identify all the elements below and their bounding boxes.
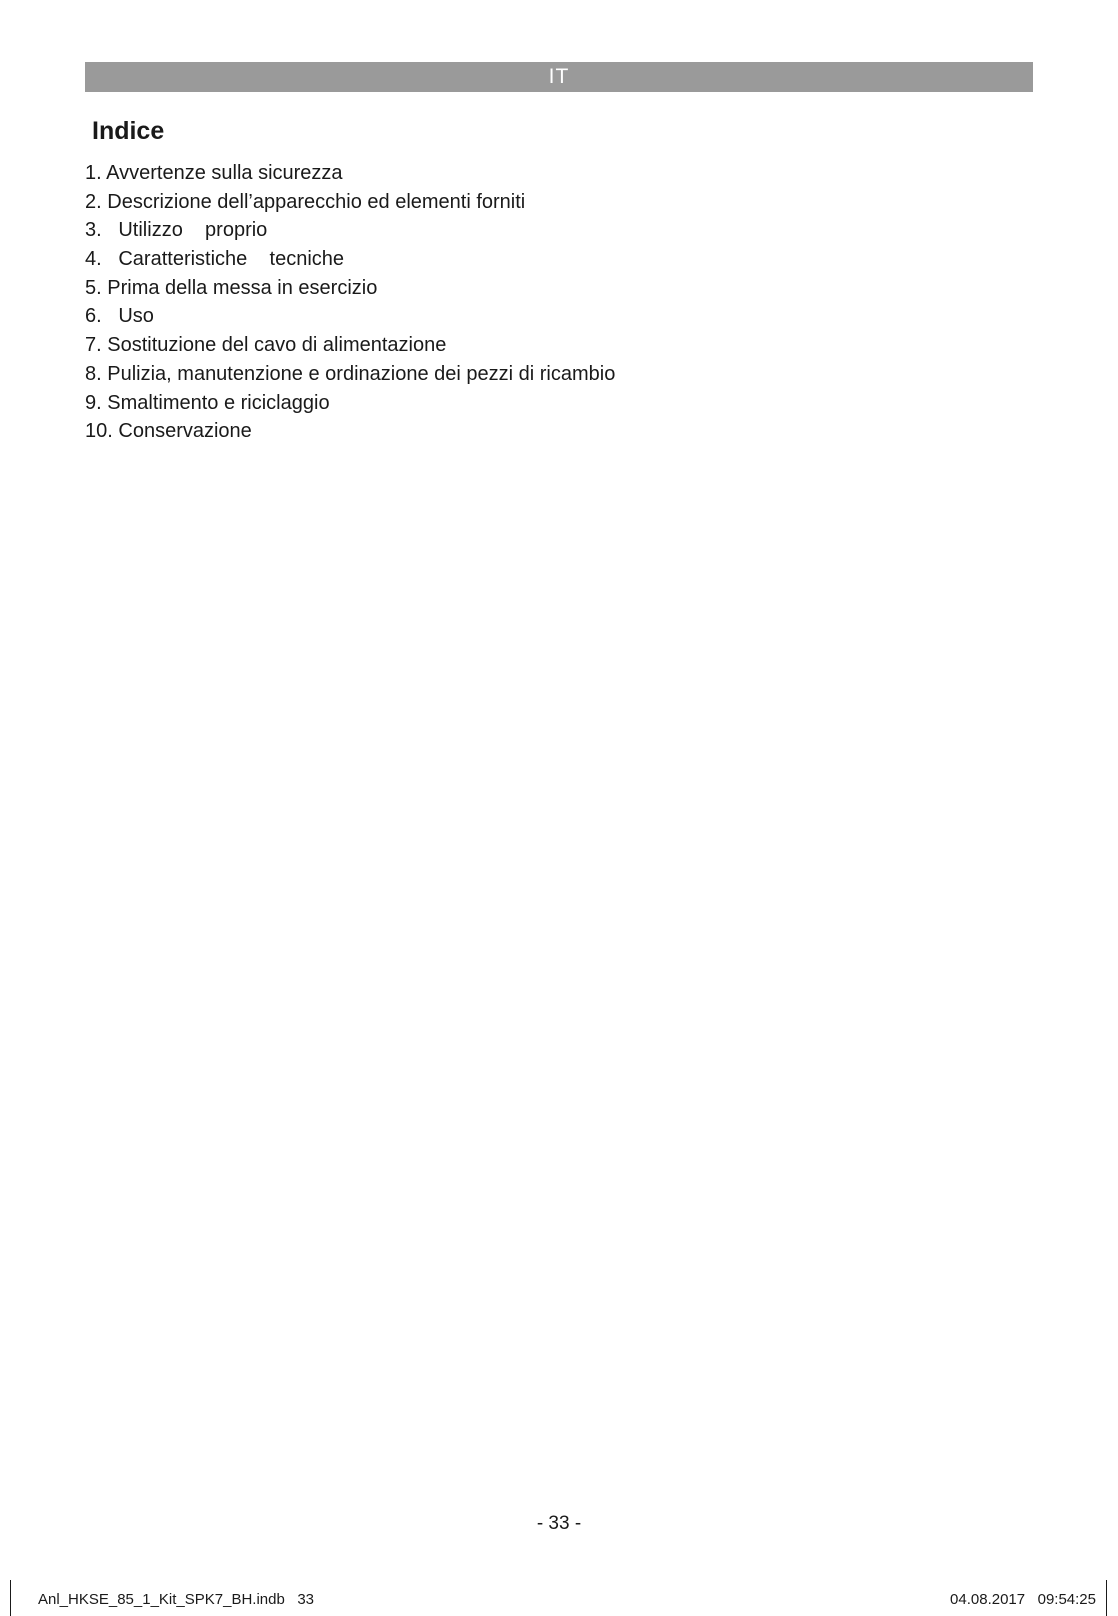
toc-item-number: 9.	[85, 391, 102, 414]
toc-item-label: Avvertenze sulla sicurezza	[106, 162, 343, 184]
toc-item	[85, 216, 615, 245]
toc-item-number: 5.	[85, 276, 102, 299]
page-title: Indice	[92, 117, 165, 145]
toc-item-label: Pulizia, manutenzione e ordinazione dei pezzi di ricambio	[107, 362, 616, 385]
crop-mark-left	[10, 1580, 11, 1616]
toc-item-label: Uso	[107, 305, 154, 328]
toc-item	[85, 159, 615, 188]
toc-item-label: Conservazione	[118, 420, 252, 443]
page-number: - 33 -	[536, 1513, 582, 1534]
table-of-contents	[85, 159, 615, 446]
toc-item-label: Smaltimento e riciclaggio	[107, 391, 330, 414]
toc-item	[85, 417, 615, 446]
footer-filename: Anl_HKSE_85_1_Kit_SPK7_BH.indb 33	[38, 1591, 315, 1608]
toc-item-label: Utilizzo proprio	[107, 219, 268, 242]
language-header-bar	[85, 62, 1033, 92]
toc-item-number: 6.	[85, 305, 102, 328]
toc-item-number: 1.	[85, 162, 102, 184]
toc-item-number: 4.	[85, 248, 102, 271]
toc-item	[85, 389, 615, 418]
footer-datetime: 04.08.2017 09:54:25	[950, 1591, 1096, 1608]
toc-item-label: Sostituzione del cavo di alimentazione	[107, 334, 447, 357]
toc-item	[85, 360, 615, 389]
toc-item-number: 8.	[85, 362, 102, 385]
toc-item	[85, 245, 615, 274]
toc-item	[85, 188, 615, 217]
toc-item-label: Caratteristiche tecniche	[107, 248, 345, 271]
toc-item-label: Descrizione dell’apparecchio ed elementi forniti	[107, 190, 526, 213]
toc-item-number: 10.	[85, 420, 113, 443]
toc-item	[85, 331, 615, 360]
toc-item-label: Prima della messa in esercizio	[107, 276, 378, 299]
toc-item	[85, 302, 615, 331]
toc-item	[85, 274, 615, 303]
toc-item-number: 7.	[85, 334, 102, 357]
crop-mark-right	[1106, 1580, 1107, 1616]
toc-item-number: 3.	[85, 219, 102, 242]
language-code: IT	[548, 65, 570, 88]
toc-item-number: 2.	[85, 190, 102, 213]
